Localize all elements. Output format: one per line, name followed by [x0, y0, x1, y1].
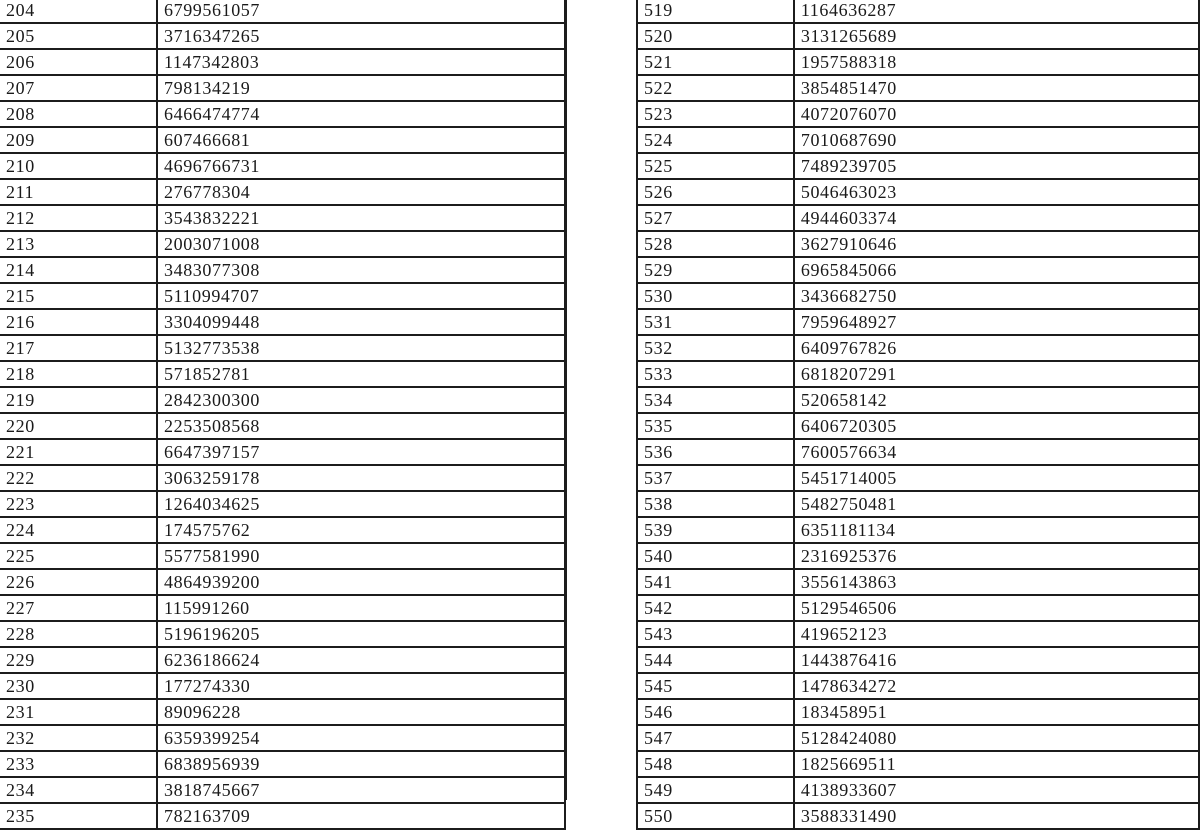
row-index-cell: 206: [0, 49, 157, 75]
row-value-cell: 3556143863: [794, 569, 1199, 595]
row-value-cell: 5196196205: [157, 621, 565, 647]
row-index-cell: 222: [0, 465, 157, 491]
row-index-cell: 535: [637, 413, 794, 439]
row-value-cell: 4138933607: [794, 777, 1199, 803]
row-value-cell: 5129546506: [794, 595, 1199, 621]
table-row: [0, 517, 565, 543]
table-row: [637, 231, 1199, 257]
row-index-cell: 521: [637, 49, 794, 75]
table-row: [0, 803, 565, 829]
row-value-cell: 3627910646: [794, 231, 1199, 257]
row-index-cell: 223: [0, 491, 157, 517]
row-value-cell: 6466474774: [157, 101, 565, 127]
table-row: [637, 751, 1199, 777]
table-row: [637, 361, 1199, 387]
row-index-cell: 219: [0, 387, 157, 413]
row-index-cell: 539: [637, 517, 794, 543]
table-row: [637, 699, 1199, 725]
row-value-cell: 520658142: [794, 387, 1199, 413]
table-row: [637, 673, 1199, 699]
row-value-cell: 276778304: [157, 179, 565, 205]
row-value-cell: 3854851470: [794, 75, 1199, 101]
left-number-table: [0, 0, 566, 830]
row-value-cell: 798134219: [157, 75, 565, 101]
row-index-cell: 212: [0, 205, 157, 231]
table-row: [637, 127, 1199, 153]
row-value-cell: 3063259178: [157, 465, 565, 491]
row-value-cell: 1825669511: [794, 751, 1199, 777]
table-row: [0, 49, 565, 75]
row-index-cell: 531: [637, 309, 794, 335]
table-row: [637, 491, 1199, 517]
row-value-cell: 1478634272: [794, 673, 1199, 699]
row-index-cell: 216: [0, 309, 157, 335]
table-row: [0, 283, 565, 309]
table-row: [637, 517, 1199, 543]
row-value-cell: 5046463023: [794, 179, 1199, 205]
row-index-cell: 224: [0, 517, 157, 543]
row-value-cell: 6351181134: [794, 517, 1199, 543]
left-table-body: [0, 0, 565, 829]
table-row: [0, 439, 565, 465]
row-index-cell: 530: [637, 283, 794, 309]
table-row: [0, 361, 565, 387]
row-index-cell: 220: [0, 413, 157, 439]
row-value-cell: 177274330: [157, 673, 565, 699]
row-index-cell: 528: [637, 231, 794, 257]
table-row: [0, 101, 565, 127]
row-index-cell: 545: [637, 673, 794, 699]
row-value-cell: 2003071008: [157, 231, 565, 257]
row-index-cell: 233: [0, 751, 157, 777]
row-index-cell: 534: [637, 387, 794, 413]
table-row: [637, 647, 1199, 673]
table-row: [637, 543, 1199, 569]
table-row: [637, 439, 1199, 465]
right-table-body: [637, 0, 1199, 829]
table-row: [0, 595, 565, 621]
table-row: [0, 127, 565, 153]
row-index-cell: 228: [0, 621, 157, 647]
table-row: [637, 413, 1199, 439]
table-row: [637, 335, 1199, 361]
row-index-cell: 227: [0, 595, 157, 621]
table-row: [0, 569, 565, 595]
table-row: [0, 725, 565, 751]
row-index-cell: 527: [637, 205, 794, 231]
row-value-cell: 4944603374: [794, 205, 1199, 231]
table-row: [637, 777, 1199, 803]
row-value-cell: 1264034625: [157, 491, 565, 517]
table-row: [637, 0, 1199, 23]
row-index-cell: 218: [0, 361, 157, 387]
table-row: [0, 335, 565, 361]
row-index-cell: 529: [637, 257, 794, 283]
table-row: [637, 595, 1199, 621]
table-row: [0, 23, 565, 49]
row-value-cell: 5451714005: [794, 465, 1199, 491]
table-row: [637, 803, 1199, 829]
row-value-cell: 2316925376: [794, 543, 1199, 569]
table-row: [0, 309, 565, 335]
row-index-cell: 541: [637, 569, 794, 595]
row-index-cell: 234: [0, 777, 157, 803]
table-row: [0, 387, 565, 413]
row-index-cell: 232: [0, 725, 157, 751]
table-row: [0, 257, 565, 283]
row-index-cell: 522: [637, 75, 794, 101]
table-row: [637, 205, 1199, 231]
table-row: [0, 621, 565, 647]
row-value-cell: 3543832221: [157, 205, 565, 231]
row-index-cell: 548: [637, 751, 794, 777]
table-row: [637, 75, 1199, 101]
row-value-cell: 6409767826: [794, 335, 1199, 361]
row-value-cell: 1957588318: [794, 49, 1199, 75]
row-value-cell: 115991260: [157, 595, 565, 621]
column-divider: [565, 0, 567, 800]
row-index-cell: 526: [637, 179, 794, 205]
row-index-cell: 549: [637, 777, 794, 803]
row-index-cell: 231: [0, 699, 157, 725]
table-row: [0, 543, 565, 569]
row-index-cell: 209: [0, 127, 157, 153]
row-index-cell: 543: [637, 621, 794, 647]
table-row: [0, 153, 565, 179]
row-index-cell: 221: [0, 439, 157, 465]
row-index-cell: 226: [0, 569, 157, 595]
row-value-cell: 3304099448: [157, 309, 565, 335]
row-value-cell: 4072076070: [794, 101, 1199, 127]
row-index-cell: 547: [637, 725, 794, 751]
row-value-cell: 419652123: [794, 621, 1199, 647]
row-index-cell: 523: [637, 101, 794, 127]
row-value-cell: 3483077308: [157, 257, 565, 283]
row-value-cell: 1443876416: [794, 647, 1199, 673]
table-row: [0, 413, 565, 439]
row-index-cell: 213: [0, 231, 157, 257]
table-row: [0, 231, 565, 257]
row-value-cell: 3436682750: [794, 283, 1199, 309]
row-index-cell: 550: [637, 803, 794, 829]
table-row: [0, 179, 565, 205]
table-row: [0, 751, 565, 777]
row-index-cell: 207: [0, 75, 157, 101]
row-value-cell: 3818745667: [157, 777, 565, 803]
row-index-cell: 524: [637, 127, 794, 153]
row-index-cell: 519: [637, 0, 794, 23]
row-value-cell: 607466681: [157, 127, 565, 153]
row-index-cell: 204: [0, 0, 157, 23]
row-index-cell: 542: [637, 595, 794, 621]
row-index-cell: 533: [637, 361, 794, 387]
row-value-cell: 1164636287: [794, 0, 1199, 23]
row-value-cell: 6647397157: [157, 439, 565, 465]
table-row: [637, 23, 1199, 49]
row-index-cell: 229: [0, 647, 157, 673]
row-value-cell: 782163709: [157, 803, 565, 829]
row-value-cell: 5110994707: [157, 283, 565, 309]
table-row: [637, 49, 1199, 75]
row-value-cell: 6406720305: [794, 413, 1199, 439]
table-row: [637, 101, 1199, 127]
table-row: [637, 153, 1199, 179]
row-value-cell: 5577581990: [157, 543, 565, 569]
row-index-cell: 538: [637, 491, 794, 517]
row-index-cell: 520: [637, 23, 794, 49]
row-index-cell: 214: [0, 257, 157, 283]
row-value-cell: 7600576634: [794, 439, 1199, 465]
row-value-cell: 7010687690: [794, 127, 1199, 153]
table-row: [0, 0, 565, 23]
row-value-cell: 6818207291: [794, 361, 1199, 387]
row-index-cell: 235: [0, 803, 157, 829]
row-value-cell: 6838956939: [157, 751, 565, 777]
row-value-cell: 2253508568: [157, 413, 565, 439]
row-index-cell: 225: [0, 543, 157, 569]
row-index-cell: 211: [0, 179, 157, 205]
table-row: [0, 777, 565, 803]
row-value-cell: 183458951: [794, 699, 1199, 725]
row-value-cell: 1147342803: [157, 49, 565, 75]
table-row: [637, 257, 1199, 283]
row-value-cell: 3131265689: [794, 23, 1199, 49]
row-value-cell: 89096228: [157, 699, 565, 725]
table-row: [0, 647, 565, 673]
row-value-cell: 3588331490: [794, 803, 1199, 829]
table-row: [637, 387, 1199, 413]
row-value-cell: 5128424080: [794, 725, 1199, 751]
row-index-cell: 540: [637, 543, 794, 569]
table-row: [0, 673, 565, 699]
table-row: [637, 569, 1199, 595]
row-value-cell: 6236186624: [157, 647, 565, 673]
table-row: [0, 491, 565, 517]
table-row: [637, 179, 1199, 205]
row-value-cell: 174575762: [157, 517, 565, 543]
table-row: [0, 699, 565, 725]
row-index-cell: 230: [0, 673, 157, 699]
row-value-cell: 6965845066: [794, 257, 1199, 283]
row-value-cell: 3716347265: [157, 23, 565, 49]
table-row: [0, 205, 565, 231]
row-value-cell: 7489239705: [794, 153, 1199, 179]
row-value-cell: 4864939200: [157, 569, 565, 595]
row-index-cell: 546: [637, 699, 794, 725]
row-index-cell: 205: [0, 23, 157, 49]
table-row: [0, 75, 565, 101]
row-value-cell: 571852781: [157, 361, 565, 387]
row-index-cell: 215: [0, 283, 157, 309]
row-value-cell: 5482750481: [794, 491, 1199, 517]
row-index-cell: 532: [637, 335, 794, 361]
row-index-cell: 210: [0, 153, 157, 179]
row-value-cell: 6799561057: [157, 0, 565, 23]
row-value-cell: 4696766731: [157, 153, 565, 179]
row-value-cell: 2842300300: [157, 387, 565, 413]
row-value-cell: 5132773538: [157, 335, 565, 361]
table-row: [0, 465, 565, 491]
table-row: [637, 283, 1199, 309]
row-index-cell: 208: [0, 101, 157, 127]
table-row: [637, 725, 1199, 751]
right-number-table: [636, 0, 1200, 830]
row-index-cell: 544: [637, 647, 794, 673]
row-index-cell: 536: [637, 439, 794, 465]
table-row: [637, 621, 1199, 647]
table-row: [637, 309, 1199, 335]
row-index-cell: 217: [0, 335, 157, 361]
row-value-cell: 6359399254: [157, 725, 565, 751]
table-row: [637, 465, 1199, 491]
row-index-cell: 537: [637, 465, 794, 491]
row-index-cell: 525: [637, 153, 794, 179]
row-value-cell: 7959648927: [794, 309, 1199, 335]
